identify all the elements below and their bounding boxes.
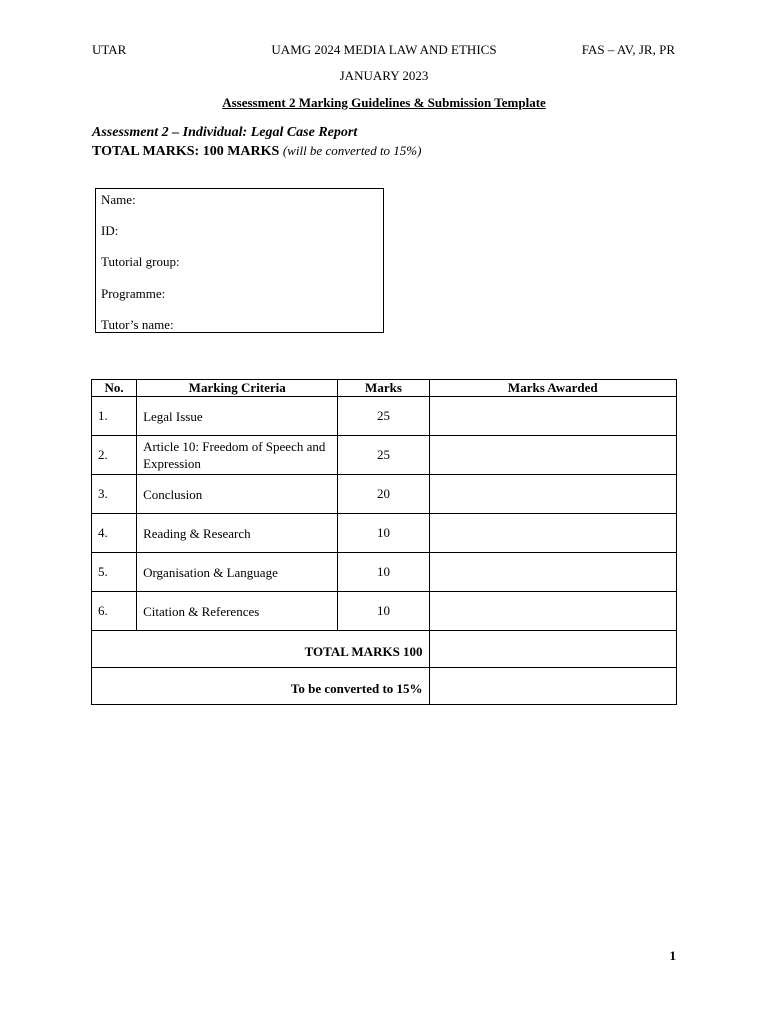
student-info-box — [95, 188, 384, 333]
row-marks-awarded[interactable] — [429, 514, 676, 553]
document-title: Assessment 2 Marking Guidelines & Submission Template — [222, 95, 546, 110]
row-marks-awarded[interactable] — [429, 553, 676, 592]
row-criteria: Legal Issue — [137, 397, 338, 436]
header-left: UTAR — [92, 42, 127, 57]
total-marks-cell: TOTAL MARKS 100 — [92, 631, 430, 668]
total-marks-note: (will be converted to 15%) — [282, 143, 422, 158]
row-criteria: Citation & References — [137, 592, 338, 631]
row-criteria: Conclusion — [137, 475, 338, 514]
converted-row — [92, 668, 677, 705]
tutor-name-field[interactable]: Tutor’s name: — [101, 317, 174, 332]
programme-field[interactable]: Programme: — [101, 286, 166, 301]
table-row — [92, 436, 677, 475]
table-header-row — [92, 380, 677, 397]
total-row — [92, 631, 677, 668]
id-field[interactable]: ID: — [101, 223, 119, 238]
row-criteria: Article 10: Freedom of Speech and Expression — [137, 436, 338, 475]
row-number: 2. — [92, 436, 137, 475]
row-criteria: Reading & Research — [137, 514, 338, 553]
total-awarded-cell[interactable] — [429, 631, 676, 668]
row-number: 1. — [92, 397, 137, 436]
row-number: 3. — [92, 475, 137, 514]
document-date: JANUARY 2023 — [339, 68, 429, 83]
row-marks-awarded[interactable] — [429, 436, 676, 475]
header-criteria: Marking Criteria — [137, 380, 338, 397]
row-marks: 20 — [338, 475, 429, 514]
header-marks: Marks — [338, 380, 429, 397]
table-row — [92, 514, 677, 553]
row-number: 6. — [92, 592, 137, 631]
row-marks: 10 — [338, 592, 429, 631]
row-marks: 25 — [338, 397, 429, 436]
tutorial-group-field[interactable]: Tutorial group: — [101, 254, 180, 269]
assessment-heading: Assessment 2 – Individual: Legal Case Report — [92, 125, 358, 140]
page-number: 1 — [669, 948, 676, 963]
name-field[interactable]: Name: — [101, 192, 136, 207]
total-marks-line — [92, 143, 421, 160]
table-row — [92, 475, 677, 514]
header-marks-awarded: Marks Awarded — [429, 380, 676, 397]
header-course: UAMG 2024 MEDIA LAW AND ETHICS — [271, 42, 497, 57]
row-number: 4. — [92, 514, 137, 553]
table-row — [92, 592, 677, 631]
header-right: FAS – AV, JR, PR — [581, 42, 675, 57]
row-number: 5. — [92, 553, 137, 592]
row-marks-awarded[interactable] — [429, 475, 676, 514]
converted-awarded-cell[interactable] — [429, 668, 676, 705]
converted-label-cell: To be converted to 15% — [92, 668, 430, 705]
row-marks: 25 — [338, 436, 429, 475]
row-marks: 10 — [338, 553, 429, 592]
row-marks: 10 — [338, 514, 429, 553]
table-row — [92, 397, 677, 436]
table-row — [92, 553, 677, 592]
header-no: No. — [92, 380, 137, 397]
row-marks-awarded[interactable] — [429, 397, 676, 436]
row-criteria: Organisation & Language — [137, 553, 338, 592]
total-marks-label: TOTAL MARKS: 100 MARKS — [92, 144, 280, 159]
row-marks-awarded[interactable] — [429, 592, 676, 631]
marking-table — [91, 379, 677, 705]
